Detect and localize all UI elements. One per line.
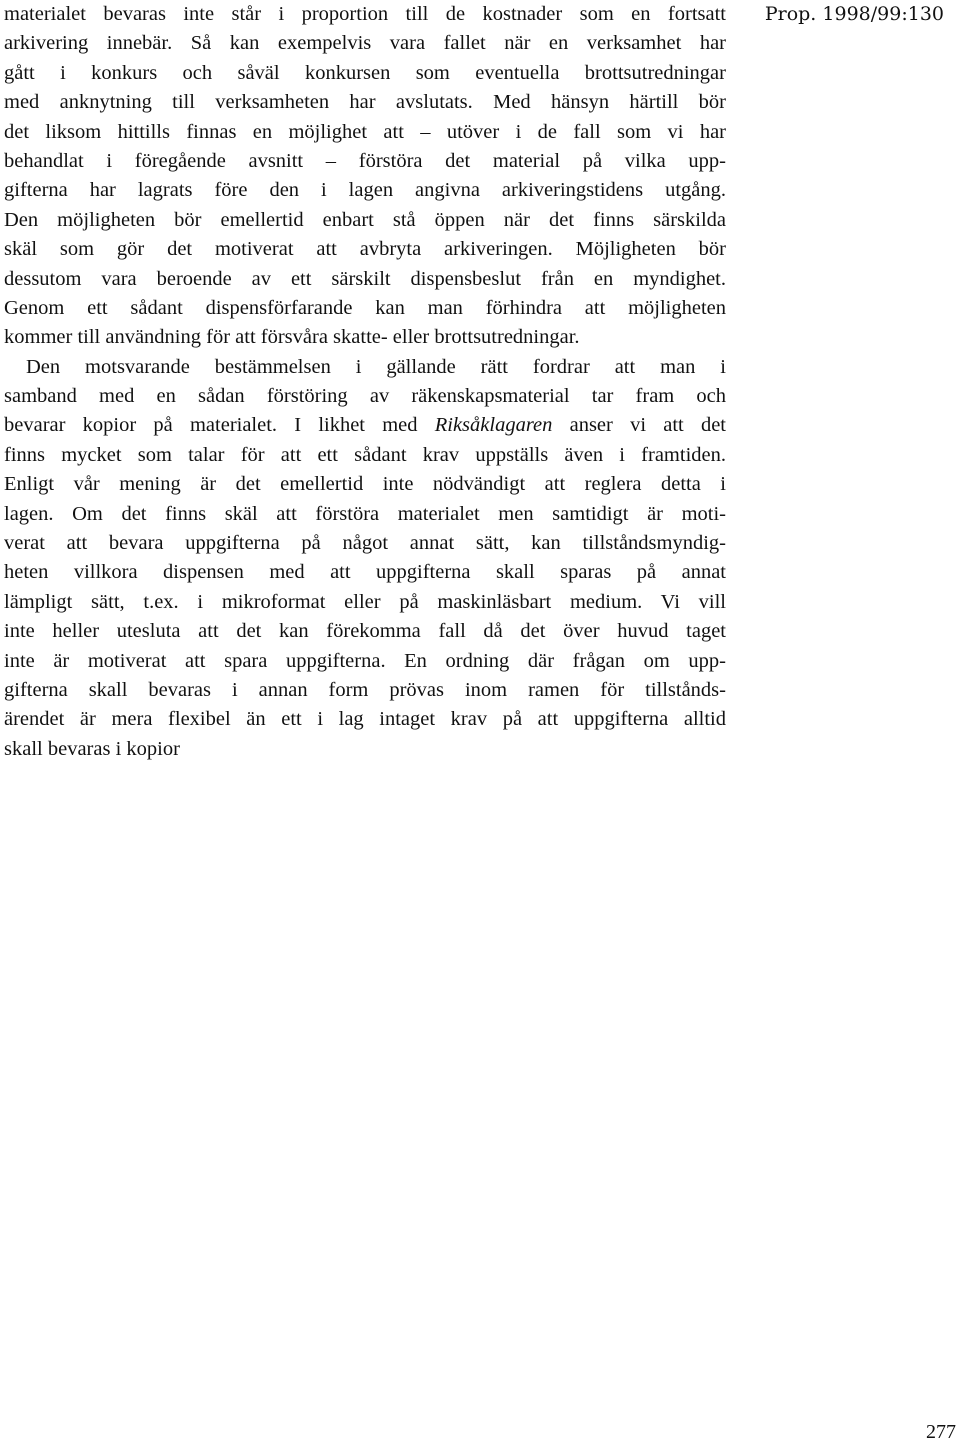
text-line: finns mycket som talar för att ett sådant krav uppställs även i framtiden. [4, 443, 726, 466]
document-reference: Prop. 1998/99:130 [764, 3, 944, 25]
text-line: gifterna skall bevaras i annan form prövas inom ramen för tillstånds- [4, 678, 726, 701]
text-line: dessutom vara beroende av ett särskilt dispensbeslut från en myndighet. [4, 267, 726, 290]
text-line: ärendet är mera flexibel än ett i lag intaget krav på att uppgifterna alltid [4, 708, 726, 731]
text-line: Genom ett sådant dispensförfarande kan man förhindra att möjligheten [4, 296, 726, 319]
text-line: lämpligt sätt, t.ex. i mikroformat eller på maskinläsbart medium. Vi vill [4, 590, 726, 613]
text-line: verat att bevara uppgifterna på något annat sätt, kan tillståndsmyndig- [4, 532, 726, 555]
text-fragment: anser vi att det [552, 414, 726, 437]
text-line: behandlat i föregående avsnitt – förstöra det material på vilka upp- [4, 149, 726, 172]
text-line: inte heller utesluta att det kan förekomma fall då det över huvud taget [4, 620, 726, 643]
text-line-with-citation [4, 411, 726, 440]
cited-authority: Riksåklagaren [434, 414, 553, 437]
text-line: gått i konkurs och såväl konkursen som eventuella brottsutredningar [4, 61, 726, 84]
text-line: skäl som gör det motiverat att avbryta arkiveringen. Möjligheten bör [4, 238, 726, 261]
page-number: 277 [926, 1421, 956, 1443]
text-line: det liksom hittills finnas en möjlighet att – utöver i de fall som vi har [4, 120, 726, 143]
body-text [4, 0, 726, 764]
text-line: Enligt vår mening är det emellertid inte nödvändigt att reglera detta i [4, 473, 726, 496]
text-line: Den motsvarande bestämmelsen i gällande rätt fordrar att man i [26, 355, 726, 378]
text-line: skall bevaras i kopior [4, 737, 180, 760]
text-line: materialet bevaras inte står i proportion till de kostnader som en fortsatt [4, 3, 726, 25]
text-line: lagen. Om det finns skäl att förstöra materialet men samtidigt är moti- [4, 502, 726, 525]
text-line: arkivering innebär. Så kan exempelvis vara fallet när en verksamhet har [4, 32, 726, 55]
text-line: med anknytning till verksamheten har avslutats. Med hänsyn härtill bör [4, 91, 726, 114]
text-fragment: bevarar kopior på materialet. I likhet med [4, 414, 435, 437]
text-line: inte är motiverat att spara uppgifterna. En ordning där frågan om upp- [4, 649, 726, 672]
text-line: samband med en sådan förstöring av räkenskapsmaterial tar fram och [4, 385, 726, 408]
text-line: kommer till användning för att försvåra skatte- eller brottsutredningar. [4, 326, 580, 349]
text-line: heten villkora dispensen med att uppgifterna skall sparas på annat [4, 561, 726, 584]
text-line: Den möjligheten bör emellertid enbart stå öppen när det finns särskilda [4, 208, 726, 231]
text-line: gifterna har lagrats före den i lagen angivna arkiveringstidens utgång. [4, 179, 726, 202]
